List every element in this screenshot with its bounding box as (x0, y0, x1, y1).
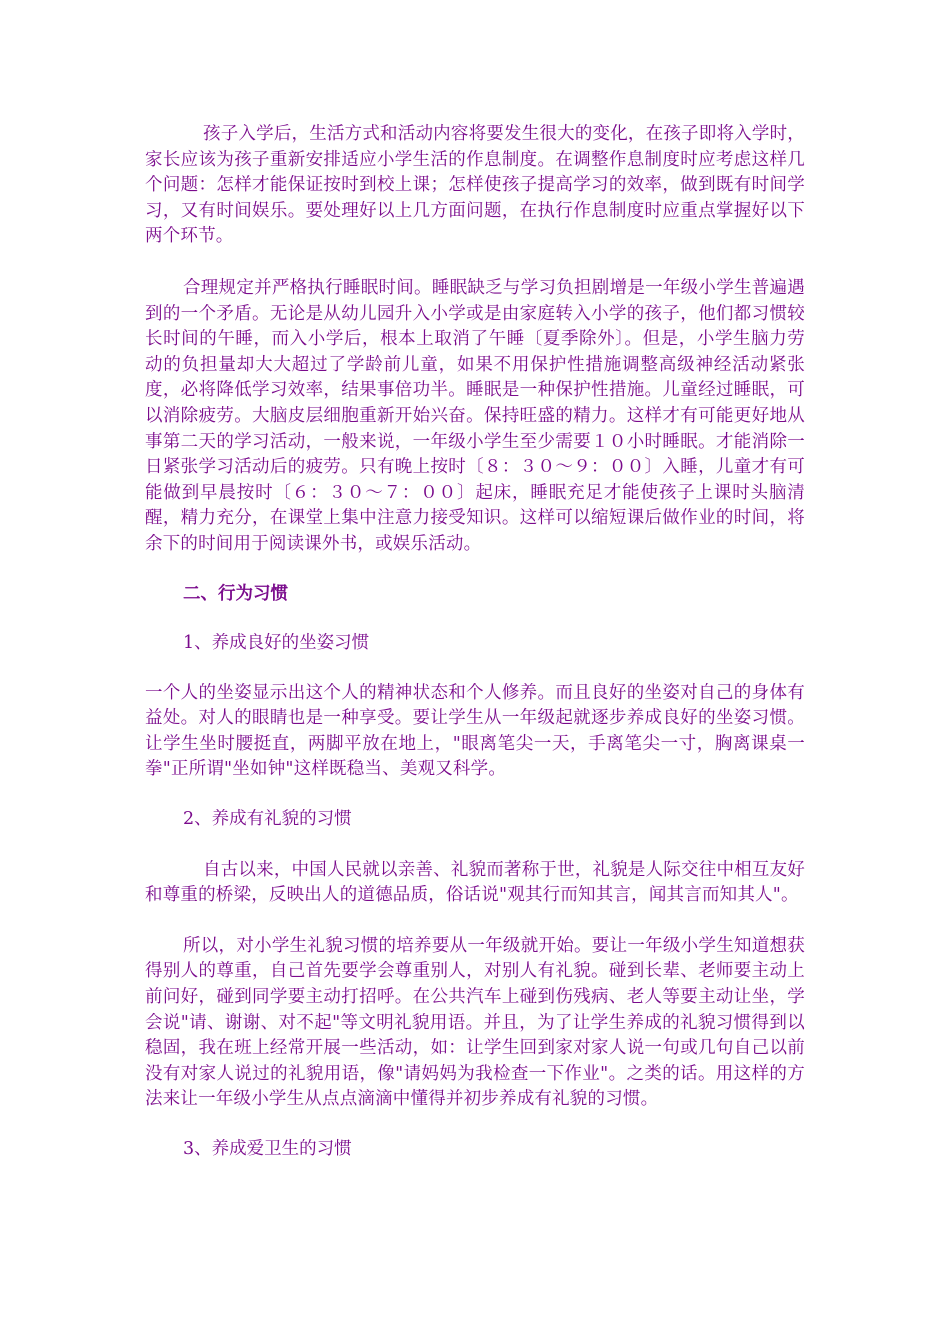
paragraph-sleep: 合理规定并严格执行睡眠时间。睡眠缺乏与学习负担剧增是一年级小学生普遍遇到的一个矛盾。无论是从幼儿园升入小学或是由家庭转入小学的孩子，他们都习惯较长时间的午睡，而入小学后，根本上取消了午睡〔夏季除外〕。但是，小学生脑力劳动的负担量却大大超过了学龄前儿童，如果不用保护性措施调整高级神经活动紧张度，必将降低学习效率，结果事倍功半。睡眠是一种保护性措施。儿童经过睡眠，可以消除疲劳。大脑皮层细胞重新开始兴奋。保持旺盛的精力。这样才有可能更好地从事第二天的学习活动，一般来说，一年级小学生至少需要１０小时睡眠。才能消除一日紧张学习活动后的疲劳。只有晚上按时〔８：３０～９：００〕入睡，儿童才有可能做到早晨按时〔６：３０～７：００〕起床，睡眠充足才能使孩子上课时头脑清醒，精力充分，在课堂上集中注意力接受知识。这样可以缩短课后做作业的时间，将余下的时间用于阅读课外书，或娱乐活动。 (145, 277, 805, 554)
paragraph-politeness-practice: 所以，对小学生礼貌习惯的培养要从一年级就开始。要让一年级小学生知道想获得别人的尊重，自己首先要学会尊重别人，对别人有礼貌。碰到长辈、老师要主动上前问好，碰到同学要主动打招呼。在公共汽车上碰到伤残病、老人等要主动让坐，学会说"请、谢谢、对不起"等文明礼貌用语。并且，为了让学生养成的礼貌习惯得到以稳固，我在班上经常开展一些活动，如：让学生回到家对家人说一句或几句自己以前没有对家人说过的礼貌用语，像"请妈妈为我检查一下作业"。之类的话。用这样的方法来让一年级小学生从点点滴滴中懂得并初步养成有礼貌的习惯。 (145, 935, 805, 1110)
document-body (145, 122, 805, 1163)
subheading-politeness: 2、养成有礼貌的习惯 (183, 809, 352, 830)
section-heading-behavior: 二、行为习惯 (183, 583, 288, 604)
subheading-hygiene: 3、养成爱卫生的习惯 (183, 1139, 352, 1159)
paragraph-intro: 孩子入学后，生活方式和活动内容将要发生很大的变化，在孩子即将入学时，家长应该为孩子重新安排适应小学生活的作息制度。在调整作息制度时应考虑这样几个问题：怎样才能保证按时到校上课；怎样使孩子提高学习的效率，做到既有时间学习，又有时间娱乐。要处理好以上几方面问题，在执行作息制度时应重点掌握好以下两个环节。 (145, 124, 805, 247)
paragraph-politeness-intro: 自古以来，中国人民就以亲善、礼貌而著称于世，礼貌是人际交往中相互友好和尊重的桥梁，反映出人的道德品质，俗话说"观其行而知其言，闻其言而知其人"。 (145, 859, 805, 906)
paragraph-posture: 一个人的坐姿显示出这个人的精神状态和个人修养。而且良好的坐姿对自己的身体有益处。对人的眼睛也是一种享受。要让学生从一年级起就逐步养成良好的坐姿习惯。让学生坐时腰挺直，两脚平放在地上，"眼离笔尖一天，手离笔尖一寸，胸离课桌一拳"正所谓"坐如钟"这样既稳当、美观又科学。 (145, 682, 805, 780)
subheading-posture: 1、养成良好的坐姿习惯 (183, 633, 370, 654)
